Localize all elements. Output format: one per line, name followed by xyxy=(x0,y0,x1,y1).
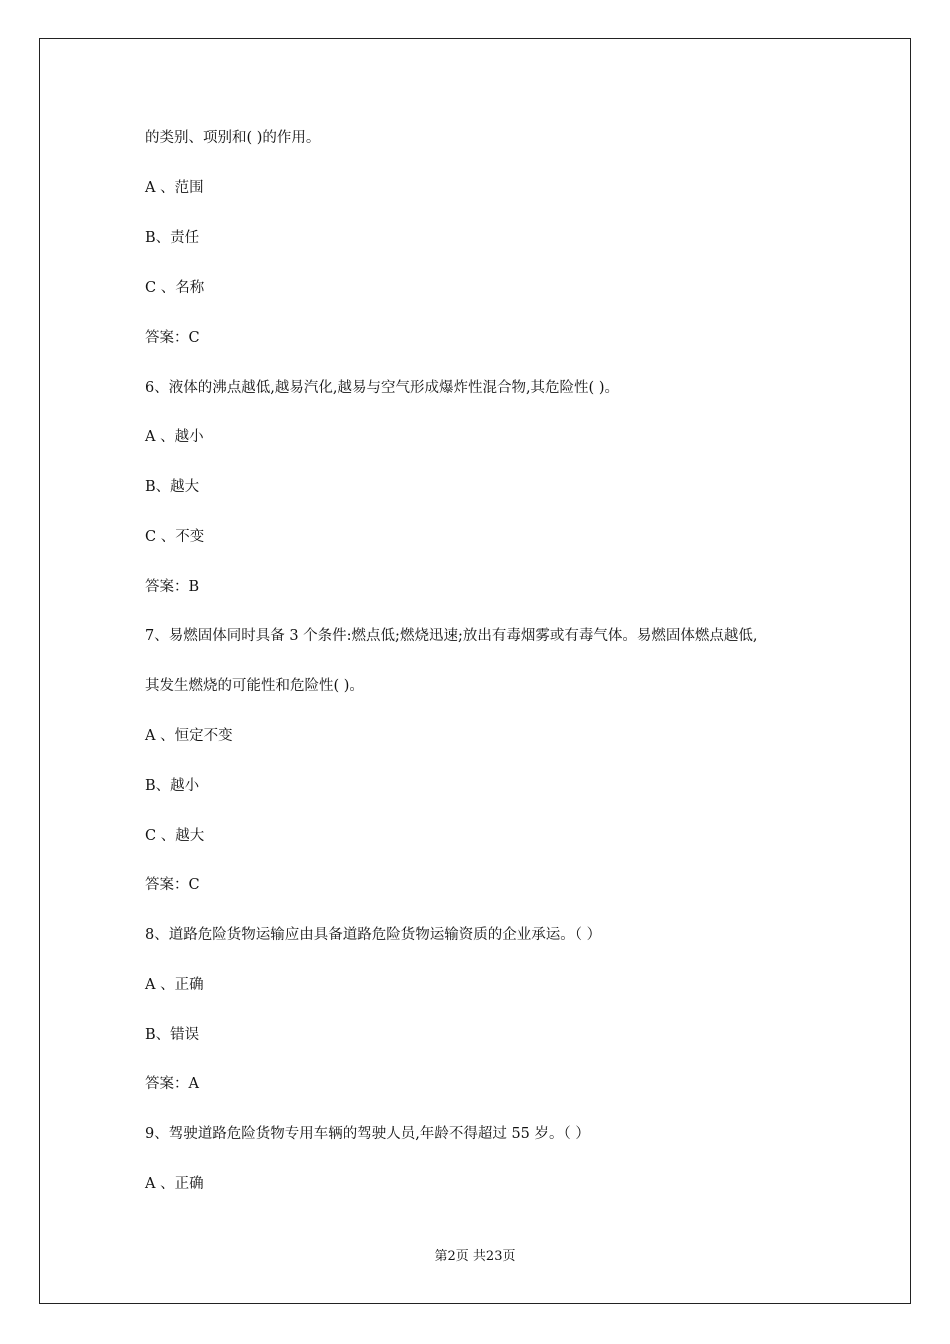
question-7: 7、易燃固体同时具备 3 个条件:燃点低;燃烧迅速;放出有毒烟雾或有毒气体。易燃固体燃点越低, xyxy=(145,628,758,644)
option-b: B、越小 xyxy=(145,778,200,794)
question-6: 6、液体的沸点越低,越易汽化,越易与空气形成爆炸性混合物,其危险性( )。 xyxy=(145,380,619,396)
answer: 答案：A xyxy=(145,1076,199,1092)
option-c: C 、名称 xyxy=(145,280,205,296)
question-9: 9、驾驶道路危险货物专用车辆的驾驶人员,年龄不得超过 55 岁。（ ） xyxy=(145,1126,590,1142)
option-a: A 、越小 xyxy=(145,429,204,445)
option-b: B、错误 xyxy=(145,1027,200,1043)
option-c: C 、越大 xyxy=(145,828,205,844)
answer: 答案：C xyxy=(145,877,200,893)
option-a: A 、正确 xyxy=(145,977,204,993)
option-a: A 、正确 xyxy=(145,1176,204,1192)
option-c: C 、不变 xyxy=(145,529,205,545)
option-b: B、责任 xyxy=(145,230,200,246)
answer: 答案：C xyxy=(145,330,200,346)
question-7-continuation: 其发生燃烧的可能性和危险性( )。 xyxy=(145,678,364,694)
question-5-continuation: 的类别、项别和( )的作用。 xyxy=(145,130,321,146)
option-b: B、越大 xyxy=(145,479,200,495)
page-footer: 第2页 共23页 xyxy=(434,1249,516,1264)
option-a: A 、恒定不变 xyxy=(145,728,233,744)
option-a: A 、范围 xyxy=(145,180,204,196)
question-8: 8、道路危险货物运输应由具备道路危险货物运输资质的企业承运。（ ） xyxy=(145,927,602,943)
answer: 答案：B xyxy=(145,579,200,595)
